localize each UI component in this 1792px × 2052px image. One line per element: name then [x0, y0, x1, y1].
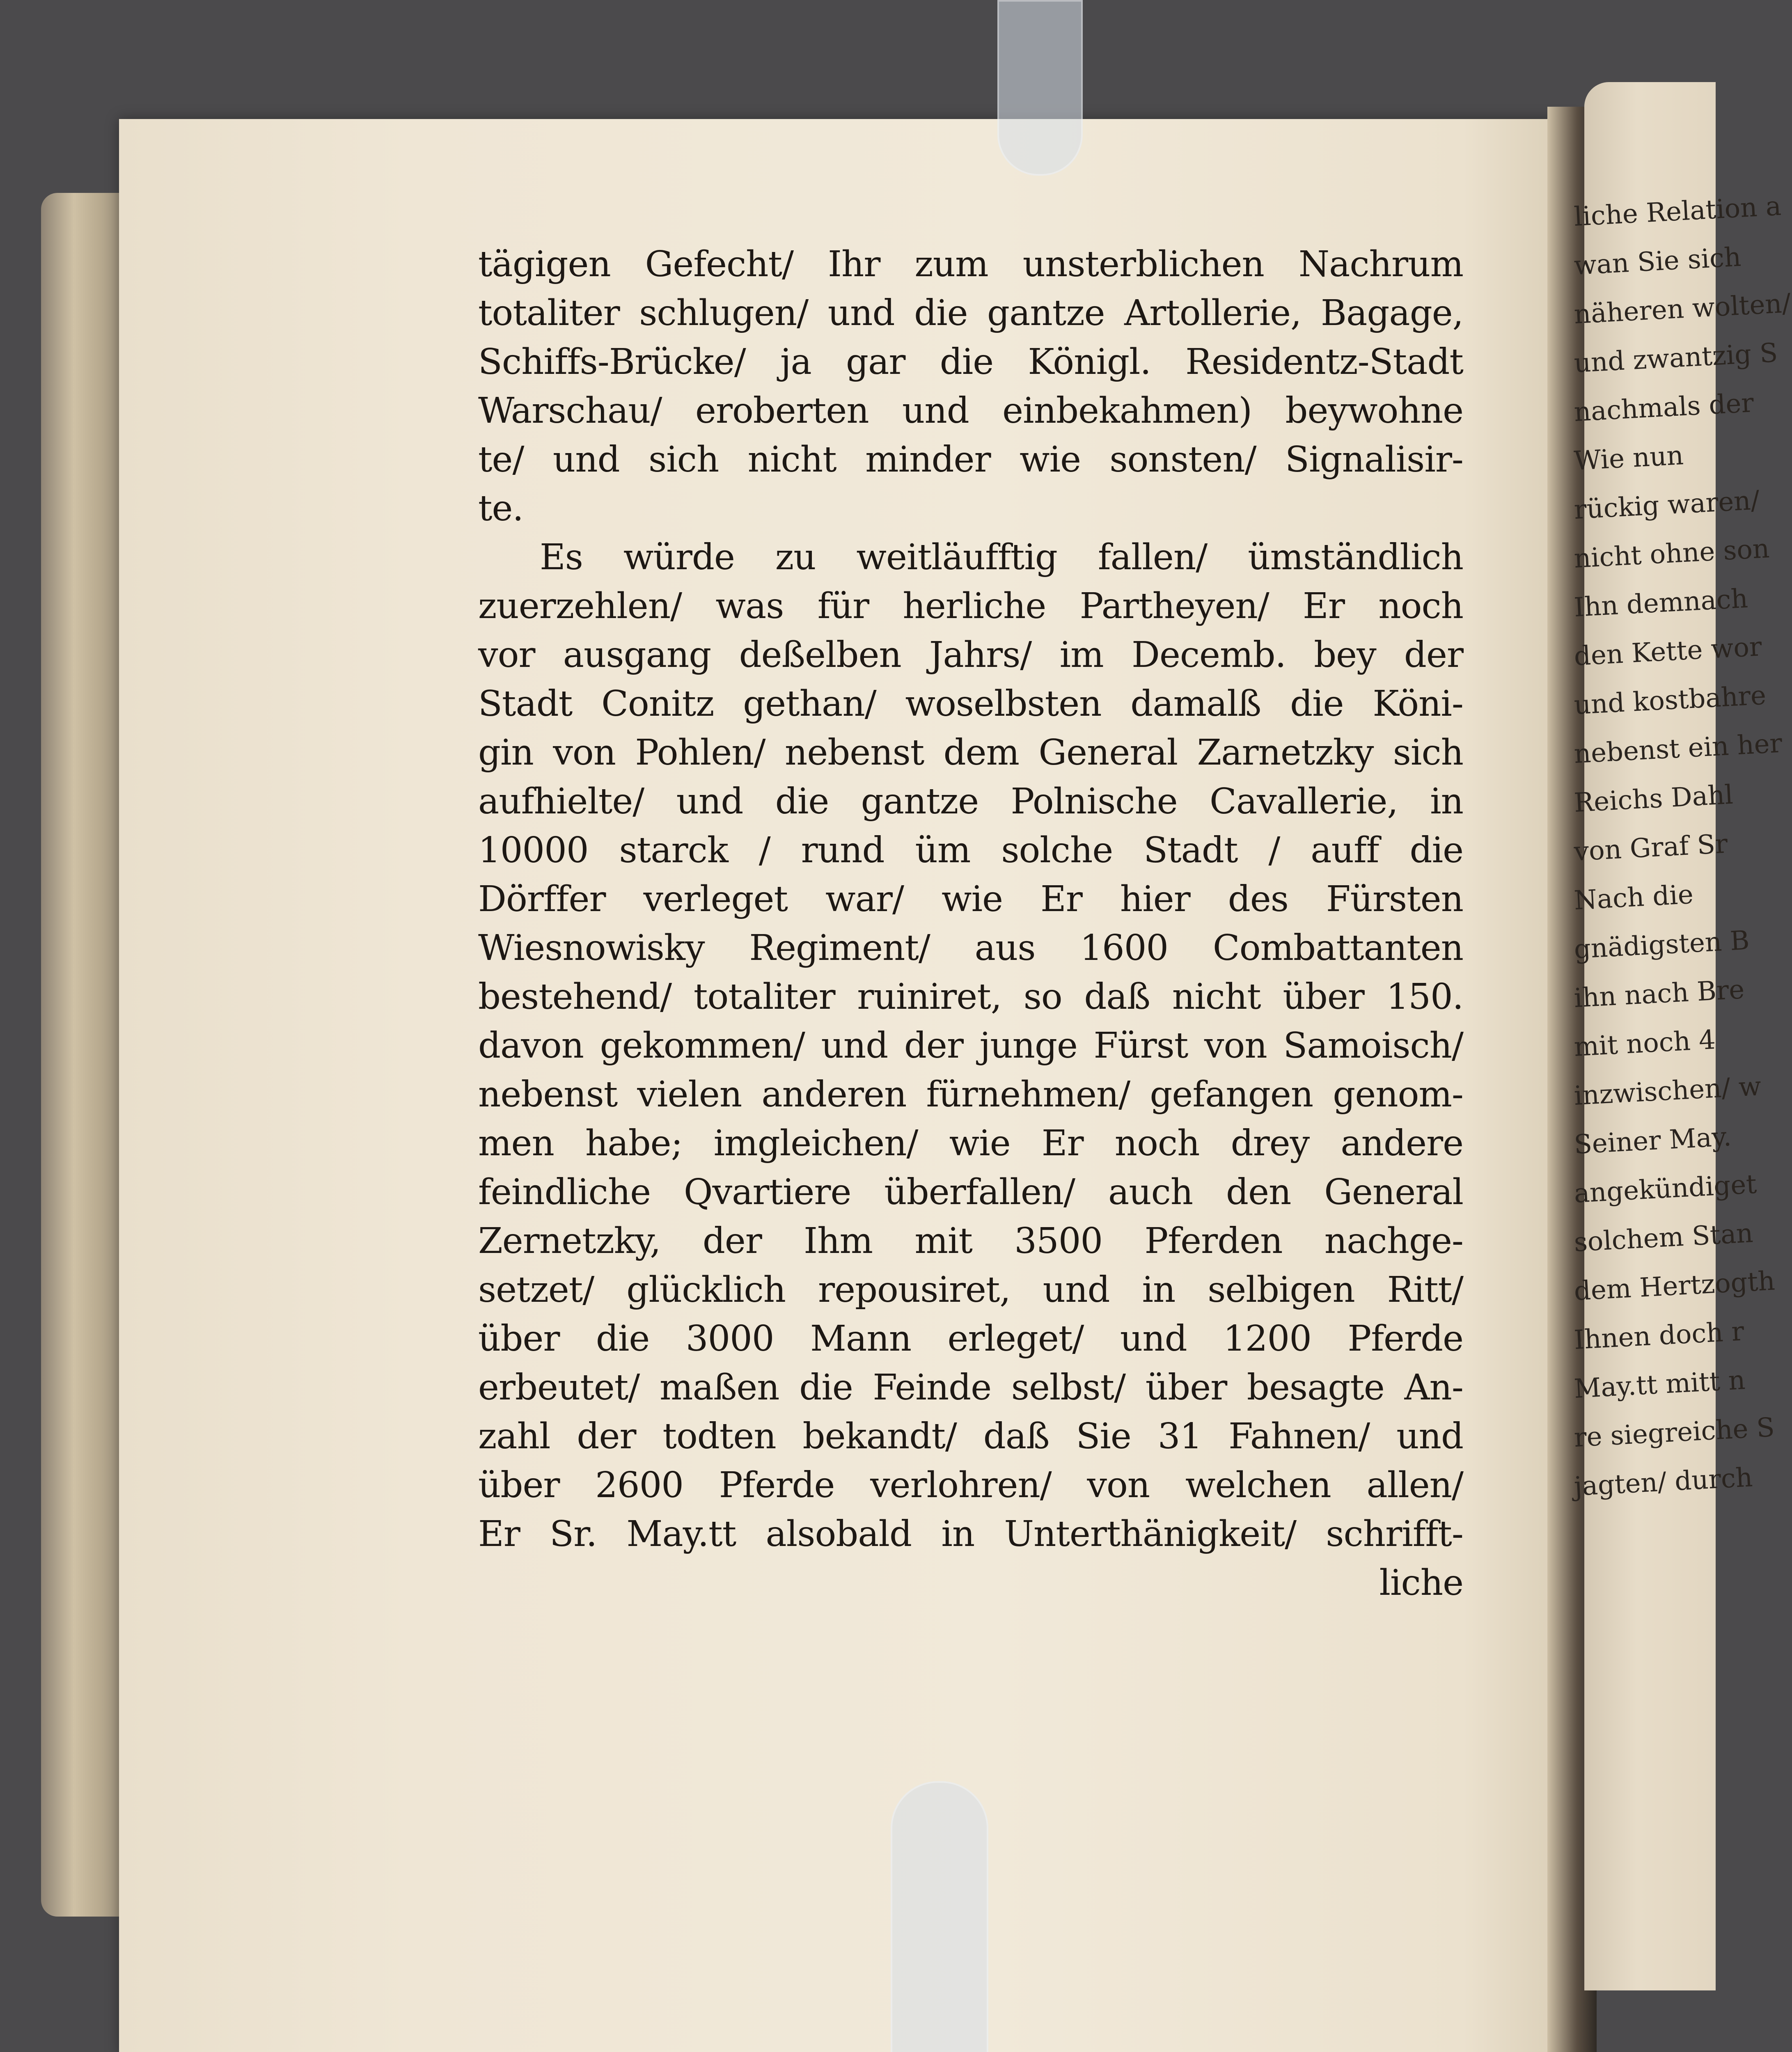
text-line: über die 3000 Mann erleget/ und 1200 Pferde: [478, 1318, 1463, 1359]
facing-text-line: ihn nach Bre: [1573, 974, 1745, 1014]
facing-text-line: Reichs Dahl: [1573, 779, 1734, 818]
text-line: tägigen Gefecht/ Ihr zum unsterblichen Nachrum: [478, 244, 1463, 285]
facing-text-line: jagten/ durch: [1573, 1462, 1753, 1502]
facing-text-line: mit noch 4: [1573, 1024, 1716, 1063]
text-line: zuerzehlen/ was für herliche Partheyen/ Er noch: [478, 586, 1463, 627]
facing-text-line: solchem Stan: [1573, 1218, 1754, 1258]
text-line: erbeutet/ maßen die Feinde selbst/ über besagte An-: [478, 1367, 1463, 1408]
facing-text-line: wan Sie sich: [1573, 242, 1742, 281]
main-text: [478, 240, 1463, 1608]
facing-text-line: Ihn demnach: [1573, 583, 1749, 623]
facing-text-line: Nach die: [1573, 879, 1694, 916]
text-line: te/ und sich nicht minder wie sonsten/ Signalisir-: [478, 439, 1463, 480]
text-line: Stadt Conitz gethan/ woselbsten damalß die Köni-: [478, 683, 1463, 724]
facing-text-line: und kostbahre: [1573, 680, 1767, 721]
text-line: vor ausgang deßelben Jahrs/ im Decemb. bey der: [478, 634, 1463, 676]
page-clip-top: [997, 0, 1083, 176]
facing-text-line: Ihnen doch r: [1573, 1316, 1745, 1356]
facing-text-line: den Kette wor: [1573, 632, 1763, 672]
facing-text-line: Wie nun: [1573, 440, 1684, 476]
facing-text-line: nebenst ein her: [1573, 728, 1783, 770]
text-line: über 2600 Pferde verlohren/ von welchen allen/: [478, 1465, 1463, 1506]
text-line: davon gekommen/ und der junge Fürst von Samoisch/: [478, 1025, 1463, 1066]
facing-text-line: von Graf Sr: [1573, 829, 1728, 867]
text-line: Er Sr. May.tt alsobald in Unterthänigkeit/ schrifft-: [478, 1514, 1463, 1555]
facing-text-line: näheren wolten/: [1573, 288, 1792, 330]
paragraph-first-line: Es würde zu weitläufftig fallen/ ümständlich: [540, 537, 1463, 578]
text-line: setzet/ glücklich repousiret, und in selbigen Ritt/: [478, 1269, 1463, 1310]
facing-text-line: liche Relation a: [1573, 191, 1782, 232]
facing-text-line: rückig waren/: [1573, 485, 1760, 525]
text-line: te.: [478, 488, 523, 529]
text-line: nebenst vielen anderen fürnehmen/ gefangen genom-: [478, 1074, 1463, 1115]
facing-text-line: gnädigsten B: [1573, 925, 1751, 965]
text-line: 10000 starck / rund üm solche Stadt / auff die: [478, 830, 1463, 871]
facing-text-line: Seiner May.: [1573, 1121, 1732, 1160]
facing-text-line: re siegreiche S: [1573, 1412, 1776, 1453]
facing-text-line: nachmals der: [1573, 388, 1755, 428]
text-line: totaliter schlugen/ und die gantze Artollerie, Bagage,: [478, 293, 1463, 334]
text-line: zahl der todten bekandt/ daß Sie 31 Fahnen/ und: [478, 1416, 1463, 1457]
facing-page-text: [1573, 191, 1792, 1512]
page-block-edge: [41, 193, 123, 1917]
text-line: bestehend/ totaliter ruiniret, so daß nicht über 150.: [478, 976, 1463, 1017]
facing-text-line: angekündiget: [1573, 1169, 1758, 1209]
catchword: liche: [1379, 1562, 1463, 1603]
facing-text-line: dem Hertzogth: [1573, 1266, 1776, 1307]
text-line: aufhielte/ und die gantze Polnische Cavallerie, in: [478, 781, 1463, 822]
text-line: Wiesnowisky Regiment/ aus 1600 Combattanten: [478, 928, 1463, 969]
text-line: Schiffs-Brücke/ ja gar die Königl. Residentz-Stadt: [478, 341, 1463, 382]
facing-text-line: nicht ohne son: [1573, 534, 1770, 574]
facing-text-line: May.tt mitt n: [1573, 1365, 1746, 1404]
text-line: Dörffer verleget war/ wie Er hier des Fürsten: [478, 879, 1463, 920]
page-clip-bottom: [891, 1781, 988, 2052]
facing-text-line: und zwantzig S: [1573, 338, 1778, 379]
text-line: Zernetzky, der Ihm mit 3500 Pferden nachge-: [478, 1221, 1463, 1262]
text-line: Warschau/ eroberten und einbekahmen) beywohne: [478, 390, 1463, 431]
facing-text-line: inzwischen/ w: [1573, 1071, 1762, 1111]
text-line: gin von Pohlen/ nebenst dem General Zarnetzky sich: [478, 732, 1463, 773]
text-line: men habe; imgleichen/ wie Er noch drey andere: [478, 1123, 1463, 1164]
text-line: feindliche Qvartiere überfallen/ auch den General: [478, 1172, 1463, 1213]
